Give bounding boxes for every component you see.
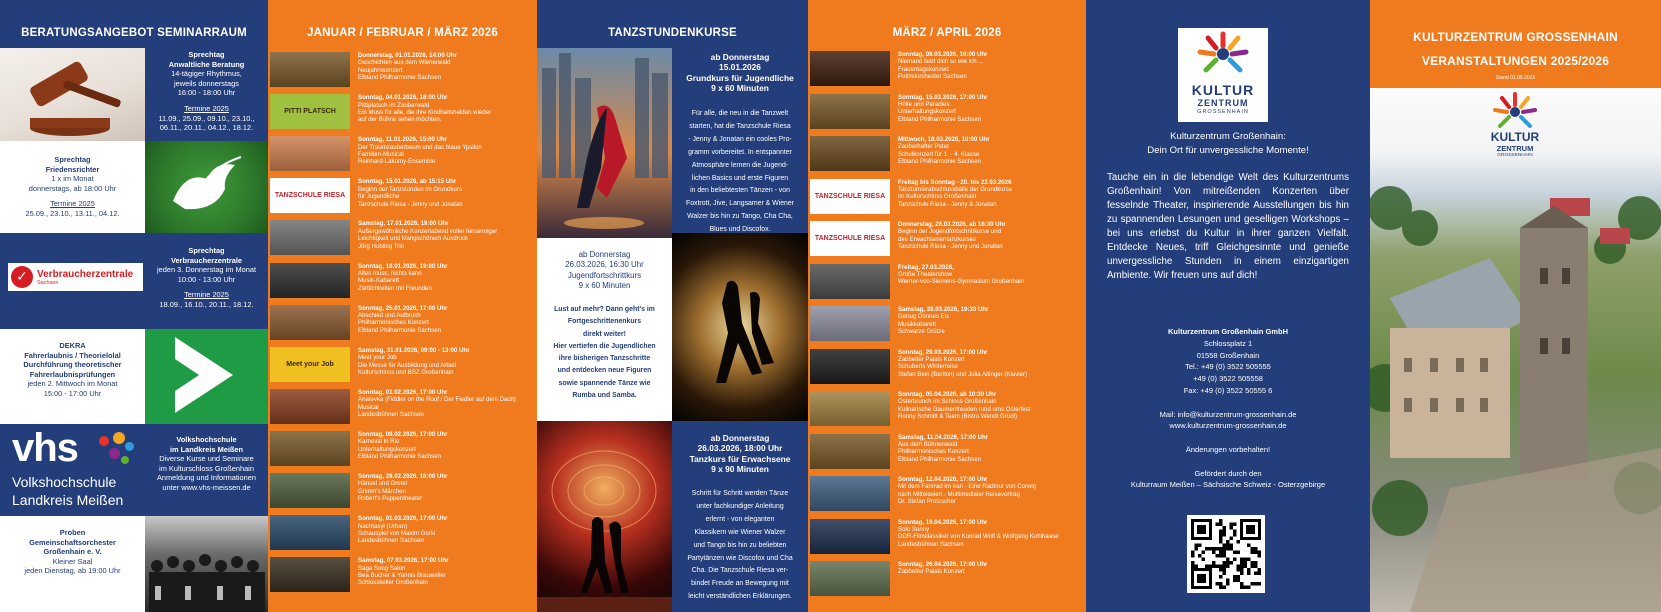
b5-l3: im Kulturschloss Großenhain [159,463,254,473]
event-text [350,305,535,343]
event-row [270,473,535,511]
event-text [350,220,535,258]
event-text [350,263,535,301]
event-text [350,178,535,216]
tagline-1: Kulturzentrum Großenhain: [1170,131,1286,142]
b4-l5: 15:00 - 17:00 Uhr [43,388,102,398]
event-thumbnail [270,347,350,382]
event-date: Samstag, 31.01.2026, 09:00 - 13:00 Uhr [358,346,470,354]
event-details: Nachtasyl (Urban) Schauspiel von Maxim Gorki Landesbühnen Sachsen [358,522,436,545]
event-row [270,263,535,301]
event-details: Mit dem Fahrrad im Iran - Eine Radtour von Corwig nach Mittelasien - Multimedialer Reisevortrag Dr. Stefan Protzscher [898,483,1037,506]
dekra-arrow-icon [145,329,268,424]
event-details: Meet your Job Die Messe für Ausbildung und Arbeit Kulturschloss und BSZ Großenhain [358,354,457,376]
event-text [350,52,535,90]
event-row [270,305,535,343]
panel-cover [1370,0,1661,612]
b1-l7: 11.09., 25.09., 09.10., 23.10., [158,113,255,123]
event-text [350,557,535,595]
cover-logo-1: KULTUR [1490,130,1540,144]
vz-logo-text: Verbraucherzentrale [37,268,134,280]
event-date: Sonntag, 08.03.2026, 16:00 Uhr [898,51,988,58]
b2-l5: Termine 2025 [50,199,95,209]
verbraucherzentrale-logo-area [0,233,145,329]
event-text [890,476,1084,514]
orchester-photo [145,516,268,612]
event-text [350,389,535,427]
event-thumbnail [270,52,350,87]
address-line: Änderungen vorbehalten! [1185,444,1271,454]
event-text [350,431,535,469]
b5-l1: im Landkreis Meißen [169,444,244,454]
event-thumbnail [270,305,350,340]
dance-silhouette-photo [672,233,808,421]
event-row [810,434,1084,472]
kulturzentrum-logo [1178,28,1268,122]
event-row [810,136,1084,174]
event-date: Sonntag, 01.02.2026, 17:00 Uhr [358,388,448,396]
b2-l6: 25.09., 23.10., 13.11., 04.12. [25,208,120,218]
intro-body: Tauche ein in die lebendige Welt des Kulturzentrums Großenhain! Von mitreißenden Konzerten über fesselnde Theater, inspirierende Ausstellungen bis hin zu spannenden Lesungen und geselligen Workshops – bei uns erlebst du Kultur in ihrer ganzen Vielfalt. Entdecke Neues, triff Gleichgesinnte und genieße unvergessliche Stunden in einem einzigartigen Ambiente. Wir freuen uns auf dich! [1107,172,1349,281]
event-row [810,519,1084,557]
event-text [890,306,1084,344]
vz-check-icon: ✓ [11,266,33,288]
event-details: Beginn der Tanzstunden im Grundkurs für Jugendliche Tanzschule Riesa - Jenny und Jonatan [358,185,463,208]
b6-l1: Gemeinschaftsorchester [29,537,116,547]
event-date: Samstag, 11.04.2026, 17:00 Uhr [898,433,989,441]
event-date: Samstag, 28.03.2026, 19:30 Uhr [898,306,989,313]
event-text [890,51,1084,89]
panel-seminarraum [0,0,268,612]
event-text [890,391,1084,429]
event-details: Große Theatershow Werner-von-Siemens-Gymnasium Großenhain [898,270,1024,286]
b1-l1: Anwaltliche Beratung [168,59,245,69]
event-row [810,306,1084,344]
b5-l2: Diverse Kurse und Seminare [159,454,254,464]
vz-logo [8,263,143,291]
address-line: www.kulturzentrum-grossenhain.de [1169,421,1287,431]
address-line: +49 (0) 3522 505558 [1193,374,1263,384]
b3-l6: 18.09., 16.10., 20.11., 18.12. [159,299,254,309]
anwalt-block [145,48,268,133]
grundkurs-title: ab Donnerstag 15.01.2026 Grundkurs für Jugendliche 9 x 60 Minuten [686,52,794,94]
event-details: Hölle und Paradies Unterhaltungskonzert Elbland Philharmonie Sachsen [898,100,981,123]
b1-l3: jeweils donnerstags [174,78,239,88]
address-line: Gefördert durch den [1194,468,1262,478]
b3-l0: Sprechtag [188,246,225,255]
b1-l6: Termine 2025 [184,103,229,113]
event-thumbnail-label: TANZSCHULE RIESA [814,192,886,200]
event-thumbnail [810,561,890,596]
event-thumbnail [810,94,890,129]
event-date: Sonntag, 11.01.2026, 15:00 Uhr [358,136,448,144]
b5-l5: unter www.vhs-meissen.de [162,482,251,492]
event-date: Sonntag, 18.01.2026, 19:00 Uhr [358,262,448,270]
event-thumbnail [810,136,890,171]
event-details: Beginn der Jugendfortschrittkurse und des Erwachsenentanzkurses Tanzschule Riesa - Jenny und Jonatan [898,228,1003,251]
event-text [350,347,535,385]
event-text [890,136,1084,174]
event-row [270,557,535,595]
panel4-header: MÄRZ / APRIL 2026 [892,27,1002,39]
logo-text-1: KULTUR [1191,82,1255,98]
event-thumbnail [270,220,350,255]
event-details: Genug Dünnes Eis Musikkabarett Schwarze Grütze [898,313,950,336]
logo-text-2: ZENTRUM [1197,98,1249,108]
event-thumbnail [810,264,890,299]
event-row [810,221,1084,259]
event-row [810,349,1084,387]
event-text [350,515,535,553]
event-row [270,220,535,258]
b2-l3: donnerstags, ab 18:00 Uhr [28,183,117,193]
event-details: Pittiplatsch im Zauberwald Ein Muss für alle, die ihre Kindheitshelden wieder auf der Bühne sehen möchten. [358,101,492,124]
b6-l4: jeden Dienstag, ab 19:00 Uhr [24,566,121,576]
vhs-dots [95,432,140,472]
event-row [810,94,1084,132]
event-details: Osterbrunch im Schloss Großenhain Kulinarische Gaumenfreuden rund ums Osterfest Ronny Schmitt & Team (Bistro Wendt Grüdi) [898,398,1031,421]
event-details: Anatevka (Fiddler on the Roof / Der Fiedler auf dem Dach) Musical Landesbühnen Sachsen [358,396,516,419]
address-line: Fax: +49 (0) 3522 50555 6 [1183,385,1273,395]
event-text [890,179,1084,217]
address-line: Schlossplatz 1 [1203,338,1253,348]
event-thumbnail [810,179,890,214]
logo-burst-icon [1178,28,1268,88]
event-thumbnail [270,473,350,508]
erwachsene-title: ab Donnerstag 26.03.2026, 18:00 Uhr Tanzkurs für Erwachsene 9 x 90 Minuten [689,433,791,475]
cover-title-1: KULTURZENTRUM GROSSENHAIN [1413,30,1618,44]
event-details: Saga Song Salon Bea Bucher & Yannis Brauweiler Schlosskeller Großenhain [358,564,446,587]
dekra-block [0,329,145,424]
couple-spiral-photo [537,421,672,612]
address-line: Tel.: +49 (0) 3522 505555 [1185,362,1271,372]
address-line: Mail: info@kulturzentrum-grossenhain.de [1159,409,1297,419]
event-details: Hänsel und Gretel Grimm's Märchen Robert's Puppentheater [358,480,423,503]
event-row [270,94,535,132]
dekra-logo [145,329,268,424]
b3-l1: Verbraucherzentrale [170,255,243,265]
event-text [890,94,1084,132]
event-date: Donnerstag, 01.01.2026, 14:00 Uhr [358,52,457,59]
b4-l3: Fahrerlaubnisprüfungen [29,369,116,379]
event-details: Zauberhafter Peter Schulkonzert für 1. - 4. Klasse Elbland Philharmonie Sachsen [898,143,981,166]
cover-logo-2: ZENTRUM [1496,144,1534,153]
event-thumbnail [270,557,350,592]
vhs-big: vhs [12,426,78,470]
event-thumbnail-label: TANZSCHULE RIESA [814,235,886,242]
event-thumbnail [810,391,890,426]
panel1-header: BERATUNGSANGEBOT SEMINARRAUM [21,27,247,39]
b1-l0: Sprechtag [188,50,225,59]
event-details: Geschichten aus dem Wienerwald Neujahrskonzert Elbland Philharmonie Sachsen [358,59,451,82]
address-block [1086,326,1370,491]
event-date: Sonntag, 08.02.2026, 17:00 Uhr [358,430,448,438]
vhs-l2: Landkreis Meißen [12,492,124,508]
event-thumbnail [810,349,890,384]
b1-l4: 16:00 - 18:00 Uhr [177,88,236,98]
b2-l2: 1 x im Monat [51,174,94,184]
event-text [890,264,1084,302]
event-thumbnail [810,51,890,86]
tango-city-photo [537,48,672,238]
address-line [1086,432,1370,444]
event-row [270,136,535,174]
b2-l1: Friedensrichter [45,164,100,174]
grundkurs-body: Für alle, die neu in die Tanzwelt starten, hat die Tanzschule Riesa - Jenny & Jonatan ein cooles Pro- gramm vorbereitet. In entspannter Atmosphäre lernen die Jugend- lichen Basics und erste Figuren in den beliebtesten Tänzen - von Foxtrott, Jive, Langsamer & Wiener Walzer bis hin zu Tango, Cha Cha, Blues und Discofox. [686,110,794,234]
verbraucher-block [145,246,268,310]
event-date: Sonntag, 28.02.2026, 16:00 Uhr [358,473,448,480]
b6-l3: Kleiner Saal [52,556,93,566]
event-text [350,136,535,174]
event-date: Freitag bis Sonntag - 20. bis 22.03.2026 [898,178,1012,186]
event-row [810,391,1084,429]
event-thumbnail-label: Meet your Job [286,360,334,368]
address-line [1086,456,1370,468]
event-date: Mittwoch, 18.03.2026, 10:00 Uhr [898,136,990,143]
event-text [890,561,1084,599]
qr-code [1187,515,1265,593]
cover-logo-3: GROSSENHAIN [1497,153,1533,158]
qr-pattern-icon [1191,519,1261,589]
event-details: Abschied und Aufbruch Philharmonisches Konzert Elbland Philharmonie Sachsen [358,312,441,334]
event-details: Solo Sunny DDR-Filmklassiker von Konrad Wolf & Wolfgang Kohlhaase Landesbühnen Sachsen [898,525,1059,548]
b1-l8: 06.11., 20.11., 04.12., 18.12. [159,123,254,133]
b3-l3: 10:00 - 13:00 Uhr [177,274,236,284]
b4-l4: jeden 2. Mittwoch im Monat [27,379,118,389]
fortschritt-body: Lust auf mehr? Dann geht's im Fortgeschrittenenkurs direkt weiter! Hier vertiefen die Jugendlichen ihre bisherigen Tanzschritte und entdecken neue Figuren sowie spannende Tänze wie Rumba und Samba. [553,306,656,400]
event-text [890,519,1084,557]
address-line [1086,397,1370,409]
event-thumbnail [270,136,350,171]
vhs-block [145,435,268,493]
event-thumbnail [810,434,890,469]
b3-l5: Termine 2025 [184,290,229,300]
event-details: Zabbelter Palais Konzert Schuberts Winterreise Stefan Bein (Bariton) und Julia Aitinger (Klavier) [898,355,1028,378]
event-row [270,347,535,385]
b6-l2: Großenhain e. V. [43,547,102,557]
gavel-photo [0,48,145,141]
event-details: Alles muss, nichts kann Musik-Kabarett Zärtlichkeiten mit Freunden [358,269,432,292]
panel-jan-mar [268,0,537,612]
address-line: Kulturzentrum Großenhain GmbH [1168,327,1288,336]
tagline-2: Dein Ort für unvergessliche Momente! [1147,145,1309,156]
event-row [270,515,535,553]
event-row [810,179,1084,217]
b4-l0: DEKRA [59,341,86,350]
event-text [890,349,1084,387]
b2-l0: Sprechtag [54,155,91,164]
cover-logo [1470,88,1560,178]
event-date: Sonntag, 25.01.2026, 17:00 Uhr [358,304,448,312]
event-thumbnail [810,476,890,511]
event-row [810,476,1084,514]
event-row [270,389,535,427]
cover-title-2: VERANSTALTUNGEN 2025/2026 [1421,54,1610,68]
event-date: Sonntag, 12.04.2026, 17:00 Uhr [898,476,988,483]
erwachsene-body: Schritt für Schritt werden Tänze unter fachkundiger Anleitung erlernt - von eleganten Klassikern wie Wiener Walzer und Tango bis hin zu beliebten Partytänzen wie Discofox und Cha Cha. Die Tanzschule Riesa ver- bindet Freude an Bewegung mit leicht verständlichen Erklärungen. [687,490,793,601]
event-date: Samstag, 07.03.2026, 17:00 Uhr [358,557,449,565]
address-line: 01558 Großenhain [1196,350,1260,360]
event-date: Sonntag, 04.01.2026, 16:00 Uhr [358,94,448,102]
event-row [810,51,1084,89]
event-date: Sonntag, 05.04.2026, ab 10:30 Uhr [898,391,997,398]
dove-photo [145,141,268,233]
event-thumbnail [810,519,890,554]
event-thumbnail [270,389,350,424]
event-row [810,264,1084,302]
event-thumbnail [270,263,350,298]
panel2-header: JANUAR / FEBRUAR / MÄRZ 2026 [307,27,498,39]
event-details: Zabbelter Palais Konzert [898,568,965,576]
event-details: Außergewöhnliche Konzertabend voller feinsinniger Leichtigkeit und klangschönem Ausdruck Jörg Hobling Trio [358,227,498,250]
event-thumbnail [270,178,350,213]
event-thumbnail [270,515,350,550]
b1-l2: 14-tägiger Rhythmus, [171,69,242,79]
address-line: Kulturraum Meißen – Sächsische Schweiz - Osterzgebirge [1130,480,1326,490]
b4-l2: Durchführung theoretischer [23,360,122,370]
event-thumbnail [270,431,350,466]
vz-logo-sub: Sachsen [37,279,59,286]
event-date: Samstag, 17.01.2026, 19:00 Uhr [358,220,449,228]
event-details: Der Traumzauberbaum und das blaue Ypsilon Familien-Musical Reinhard-Lakomy-Ensemble [358,143,482,166]
castle-aerial-photo [1370,88,1661,612]
event-date: Sonntag, 15.03.2026, 17:00 Uhr [898,93,988,101]
event-details: Karneval in Rio Unterhaltungskonzert Elbland Philharmonie Sachsen [358,438,441,461]
event-date: Sonntag, 01.03.2026, 17:00 Uhr [358,515,448,523]
orchester-block [0,516,145,612]
event-date: Sonntag, 19.04.2026, 17:00 Uhr [898,518,988,526]
event-text [350,473,535,511]
event-thumbnail-label: TANZSCHULE RIESA [274,192,346,200]
b5-l4: Anmeldung und Informationen [156,473,257,483]
event-row [270,431,535,469]
event-details: Tanzturnierabschlussbälle der Grundkurse im Kulturschloss Großenhain Tanzschule Riesa - Jenny & Jonatan [898,185,1013,208]
b3-l2: jeden 3. Donnerstag im Monat [156,265,256,275]
b4-l1: Fahrerlaubnis / Theorielolal [24,350,121,360]
event-thumbnail [810,306,890,341]
event-date: Freitag, 27.03.2026, [898,263,954,271]
event-text [350,94,535,132]
fortschritt-title: ab Donnerstag 26.03.2026, 16:30 Uhr Jugendfortschrittkurs 9 x 60 Minuten [565,250,644,291]
event-thumbnail [810,221,890,256]
panel-info [1086,0,1370,612]
event-thumbnail-label: PITTI PLATSCH [284,108,336,116]
panel3-header: TANZSTUNDENKURSE [608,27,737,39]
panel-tanzstunden [537,0,808,612]
event-details: Aus dem Bühnenwald Philharmonisches Konzert Elbland Philharmonie Sachsen [898,440,981,463]
vhs-logo [0,424,145,516]
logo-text-3: GROSSENHAIN [1197,109,1249,115]
panel-mar-apr [808,0,1086,612]
fortschritt-box [537,238,672,424]
b6-l0: Proben [59,528,86,537]
event-date: Sonntag, 26.04.2026, 17:00 Uhr [898,561,988,568]
event-date: Sonntag, 29.03.2026, 17:00 Uhr [898,348,988,356]
event-thumbnail [270,94,350,129]
event-date: Sonntag, 15.01.2026, ab 15:15 Uhr [358,178,457,186]
event-text [890,434,1084,472]
b5-l0: Volkshochschule [176,435,237,444]
event-row [810,561,1084,599]
event-date: Donnerstag, 26.03.2026, ab 16:30 Uhr [898,221,1006,228]
friedensrichter-block [0,141,145,233]
event-text [890,221,1084,259]
vhs-l1: Volkshochschule [12,474,117,490]
event-row [270,178,535,216]
stand-date: Stand 01.09.2025 [1495,75,1536,81]
event-details: Niemand liebt dich so wie ich ... Frauentagskonzert Polizeiorchester Sachsen [898,58,984,81]
event-row [270,52,535,90]
